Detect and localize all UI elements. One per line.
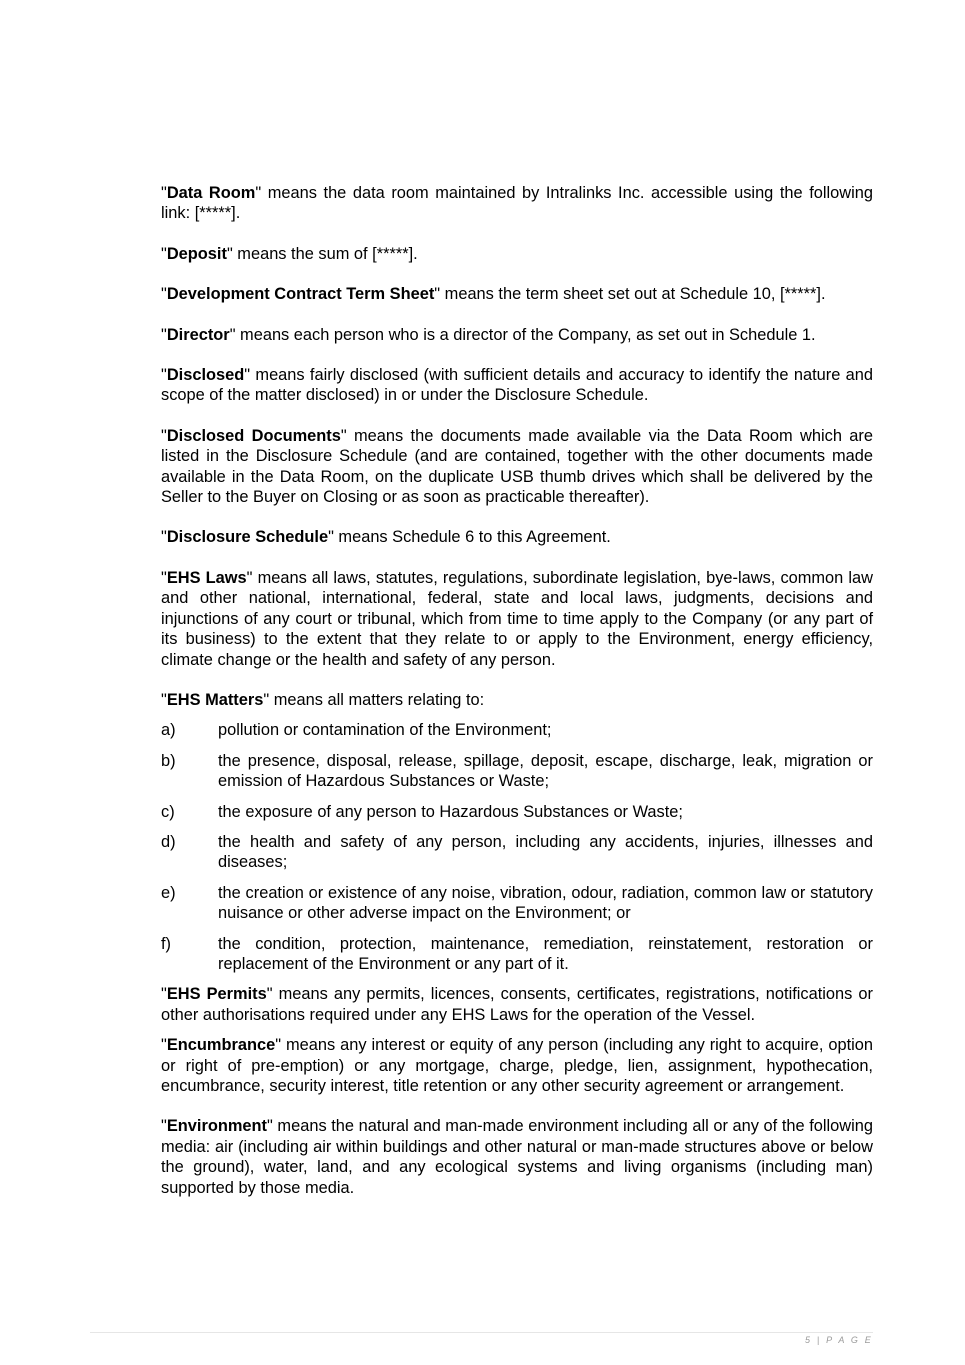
list-item: [161, 720, 873, 740]
document-body: [161, 183, 873, 1198]
defined-term: EHS Permits: [166, 985, 267, 1004]
list-marker: f): [161, 934, 172, 953]
definition-disclosed-documents: "Disclosed Documents" means the documents made available via the Data Room which are listed in the Disclosure Schedule (and are contained, together with the other documents made available in the Data Room, on the duplicate USB thumb drives which shall be delivered by the Seller to the Buyer on Closing or as soon as practicable thereafter).: [161, 426, 873, 507]
list-item-text: the presence, disposal, release, spillage, deposit, escape, discharge, leak, migration or emission of Hazardous Substances or Waste;: [218, 751, 873, 791]
list-marker: c): [161, 802, 175, 821]
definition-disclosure-schedule: "Disclosure Schedule" means Schedule 6 to this Agreement.: [161, 528, 611, 547]
definition-encumbrance: "Encumbrance" means any interest or equity of any person (including any right to acquire, option or right of pre-emption) or any mortgage, charge, pledge, lien, assignment, hypothecation, encumbrance, security interest, title retention or any other security agreement or arrangement.: [161, 1036, 873, 1095]
list-item-text: the exposure of any person to Hazardous Substances or Waste;: [218, 802, 683, 821]
list-item-text: the creation or existence of any noise, vibration, odour, radiation, common law or statutory nuisance or other adverse impact on the Environment; or: [218, 883, 873, 923]
definition-environment: "Environment" means the natural and man-made environment including all or any of the following media: air (including air within buildings and other natural or man-made structures above or below the ground), water, land, and any ecological systems and living organisms (including man) supported by those media.: [161, 1117, 873, 1197]
list-item: [161, 751, 873, 792]
definition-ehs-laws: "EHS Laws" means all laws, statutes, regulations, subordinate legislation, bye-laws, common law and other national, international, federal, state and local laws, judgments, decisions and injunctions of any court or tribunal, which from time to time apply to the Company (or any part of its business) to the extent that they relate to or apply to the Environment, energy efficiency, climate change or the health and safety of any person.: [161, 568, 874, 669]
defined-term: Disclosed Documents: [166, 426, 341, 445]
definition-ehs-permits: "EHS Permits" means any permits, licences, consents, certificates, registrations, notifications or other authorisations required under any EHS Laws for the operation of the Vessel.: [161, 985, 873, 1024]
list-item: [161, 802, 873, 822]
definition-deposit: "Deposit" means the sum of [*****].: [161, 244, 418, 263]
list-item: [161, 934, 873, 975]
defined-term: Encumbrance: [166, 1036, 276, 1055]
defined-term: EHS Matters: [166, 690, 264, 709]
definition-ehs-matters: "EHS Matters" means all matters relating to:: [161, 690, 485, 709]
definition-development-contract-term-sheet: "Development Contract Term Sheet" means the term sheet set out at Schedule 10, [*****].: [161, 285, 826, 304]
ehs-matters-list: [161, 720, 873, 974]
definition-disclosed: "Disclosed" means fairly disclosed (with sufficient details and accuracy to identify the nature and scope of the matter disclosed) in or under the Disclosure Schedule.: [161, 366, 873, 405]
defined-term: Environment: [166, 1117, 268, 1136]
list-marker: d): [161, 832, 176, 851]
defined-term: Deposit: [166, 244, 227, 263]
defined-term: Development Contract Term Sheet: [166, 285, 435, 304]
list-item: [161, 832, 873, 873]
footer-divider: [90, 1332, 873, 1333]
list-item-text: the health and safety of any person, including any accidents, injuries, illnesses and diseases;: [218, 832, 873, 872]
list-item-text: the condition, protection, maintenance, remediation, reinstatement, restoration or replacement of the Environment or any part of it.: [218, 934, 873, 973]
page-number: 5 | P A G E: [804, 1335, 873, 1345]
defined-term: Data Room: [166, 184, 256, 202]
list-item-text: pollution or contamination of the Environment;: [218, 721, 552, 740]
list-marker: a): [161, 721, 176, 740]
list-item: [161, 883, 873, 924]
list-marker: e): [161, 883, 176, 902]
defined-term: Disclosure Schedule: [166, 528, 329, 547]
definition-data-room: "Data Room" means the data room maintained by Intralinks Inc. accessible using the following link: [*****].: [161, 184, 873, 223]
defined-term: Director: [166, 325, 230, 344]
list-marker: b): [161, 751, 176, 770]
defined-term: Disclosed: [166, 366, 245, 385]
defined-term: EHS Laws: [166, 568, 247, 587]
definition-director: "Director" means each person who is a director of the Company, as set out in Schedule 1.: [161, 325, 816, 344]
